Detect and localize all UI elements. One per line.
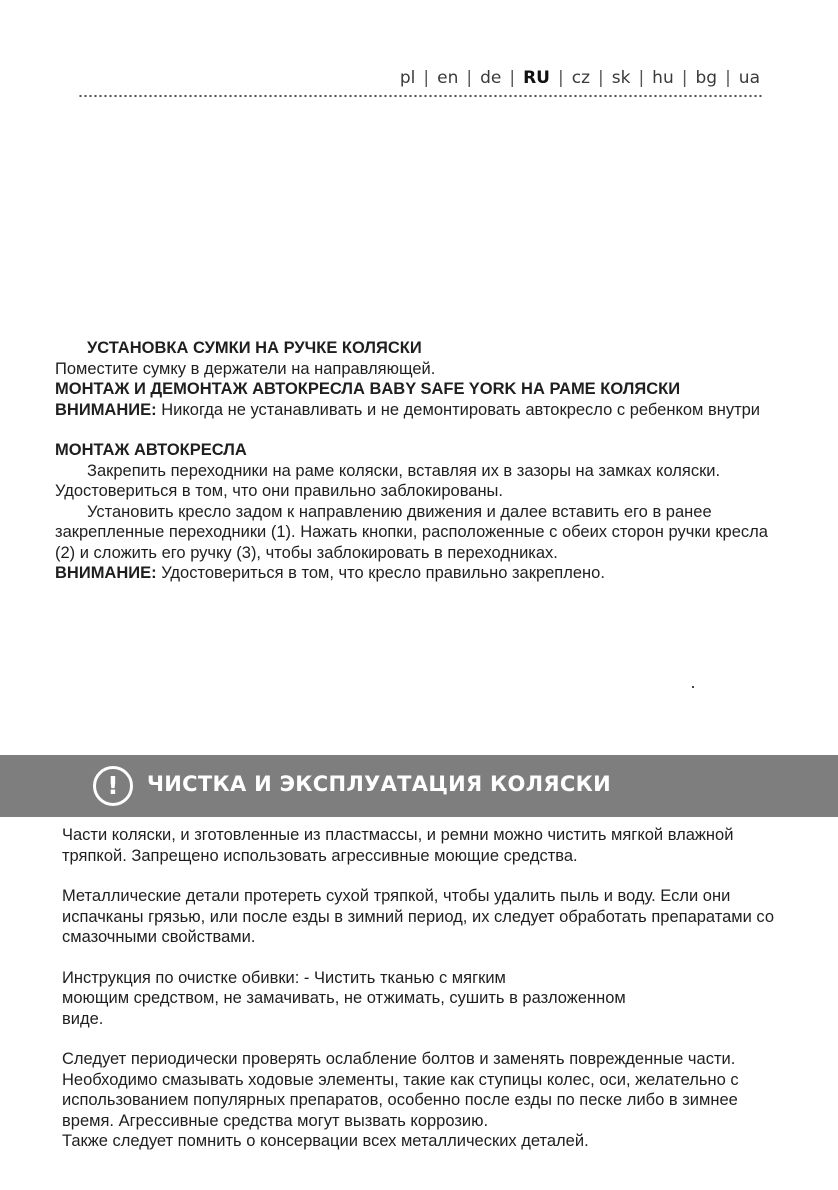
cleaning-paragraph-1: Части коляски, и зготовленные из пластмассы, и ремни можно чистить мягкой влажной тряпкой. Запрещено использовать агрессивные моющие средства. <box>62 826 734 865</box>
heading-bag-install: УСТАНОВКА СУМКИ НА РУЧКЕ КОЛЯСКИ <box>87 339 422 357</box>
separator: | <box>557 68 564 88</box>
bag-install-text: Поместите сумку в держатели на направляющей. <box>55 359 436 378</box>
separator: | <box>638 68 645 88</box>
mount-paragraph-1 <box>55 461 785 502</box>
spacer <box>62 866 782 886</box>
cleaning-paragraph-3-line-2: моющим средством, не замачивать, не отжимать, сушить в разложенном <box>62 989 626 1007</box>
warning-1 <box>55 400 785 421</box>
stroller-instructions-section <box>55 338 785 584</box>
spacer <box>62 948 782 968</box>
lang-cz[interactable]: cz <box>571 68 590 88</box>
warning-label: ВНИМАНИЕ: <box>55 400 157 419</box>
heading-seat-mount: МОНТАЖ АВТОКРЕСЛА <box>55 441 247 459</box>
cleaning-section-banner <box>0 755 838 817</box>
cleaning-paragraph-3-line-3: виде. <box>62 1009 104 1028</box>
cleaning-paragraph-2: Металлические детали протереть сухой тряпкой, чтобы удалить пыль и воду. Если они испачканы грязью, или после езды в зимний период, их следует обработать препаратами со смазочными свойствами. <box>62 887 775 946</box>
exclamation-circle-icon: ! <box>93 766 133 806</box>
separator: | <box>423 68 430 88</box>
mount-paragraph-2 <box>55 502 785 564</box>
separator: | <box>598 68 604 88</box>
warning-text: Удостовериться в том, что кресло правильно закреплено. <box>156 564 605 582</box>
warning-2 <box>55 563 785 584</box>
heading-car-seat: МОНТАЖ И ДЕМОНТАЖ АВТОКРЕСЛА BABY SAFE YORK НА РАМЕ КОЛЯСКИ <box>55 380 681 398</box>
spacer <box>62 1029 782 1049</box>
lang-bg[interactable]: bg <box>695 68 718 88</box>
separator: | <box>509 68 516 88</box>
cleaning-paragraph-6: Также следует помнить о консервации всех металлических деталей. <box>62 1132 589 1150</box>
warning-text: Никогда не устанавливать и не демонтировать автокресло с ребенком внутри <box>156 400 761 419</box>
warning-label: ВНИМАНИЕ: <box>55 564 157 582</box>
separator: | <box>681 68 688 88</box>
lang-ru-active[interactable]: RU <box>523 68 550 88</box>
cleaning-paragraph-3-line-1: Инструкция по очистке обивки: - Чистить тканью с мягким <box>62 968 506 987</box>
banner-title: ЧИСТКА И ЭКСПЛУАТАЦИЯ КОЛЯСКИ <box>147 772 611 796</box>
cleaning-paragraph-5: Необходимо смазывать ходовые элементы, такие как ступицы колес, оси, желательно с использованием популярных препаратов, особенно после езды по песке либо в зимнее время. Агрессивные средства могут вызвать коррозию. <box>62 1070 739 1130</box>
lang-de[interactable]: de <box>480 68 502 88</box>
lang-ua[interactable]: ua <box>738 68 760 88</box>
cleaning-instructions <box>62 825 782 1152</box>
dotted-divider <box>78 94 762 98</box>
separator: | <box>466 68 473 88</box>
mount-paragraph-2-text: Установить кресло задом к направлению движения и далее вставить его в ранее закрепленные переходники (1). Нажать кнопки, расположенные с обеих сторон ручки кресла (2) и сложить его ручку (3), чтобы заблокировать в переходниках. <box>55 502 768 562</box>
lang-sk[interactable]: sk <box>611 68 631 88</box>
lang-en[interactable]: en <box>437 68 459 88</box>
stray-dot <box>692 686 694 688</box>
separator: | <box>725 68 731 88</box>
lang-hu[interactable]: hu <box>652 68 674 88</box>
spacer <box>55 420 785 440</box>
language-selector <box>400 68 760 88</box>
cleaning-paragraph-4: Следует периодически проверять ослабление болтов и заменять поврежденные части. <box>62 1050 736 1068</box>
mount-paragraph-1-text: Закрепить переходники на раме коляски, вставляя их в зазоры на замках коляски. Удостовериться в том, что они правильно заблокированы. <box>55 461 721 500</box>
lang-pl[interactable]: pl <box>399 68 416 88</box>
